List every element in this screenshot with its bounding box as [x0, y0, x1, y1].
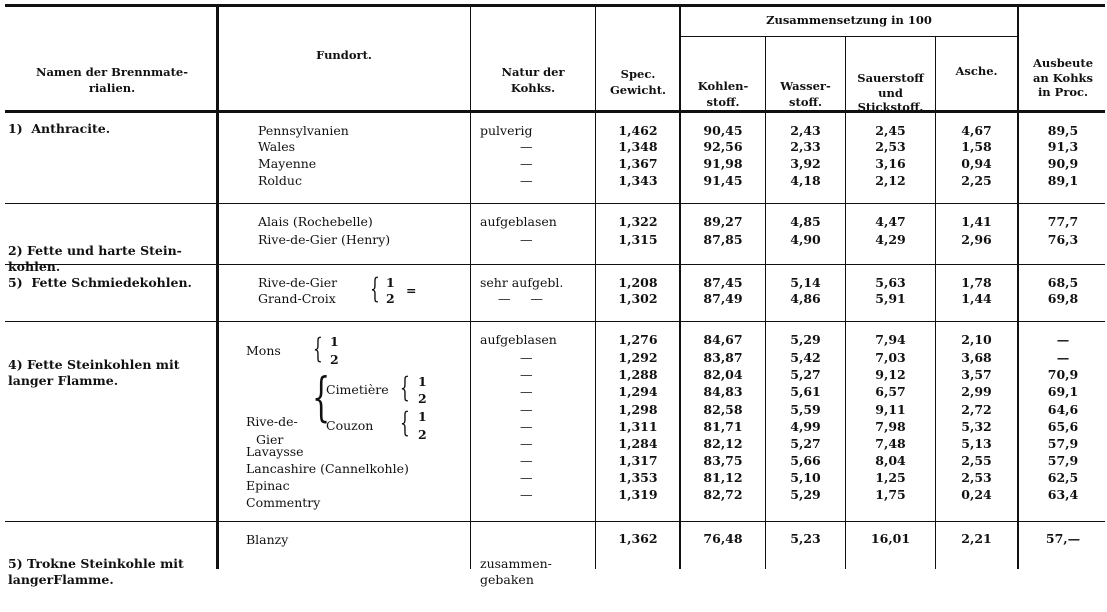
- natur-aufgeblasen: aufgeblasen: [480, 214, 557, 229]
- cell-wasser-g4-r6: 4,99: [790, 419, 821, 434]
- cell-sauer-g4-r1: 7,94: [875, 332, 906, 347]
- cell-sauer-g3-r1: 5,63: [875, 275, 906, 290]
- natur-pulverig: pulverig: [480, 123, 533, 138]
- cell-asche-g4-r2: 3,68: [961, 350, 992, 365]
- col-rule-3: [595, 7, 596, 569]
- cell-asche-g4-r5: 2,72: [961, 402, 992, 417]
- natur-dash-g1-r4: —: [520, 173, 533, 188]
- cell-spec-g2-r1: 1,322: [618, 214, 658, 229]
- header-zusammensetzung: Zusammensetzung in 100: [766, 13, 932, 27]
- mons-mark-1: 1: [330, 334, 339, 349]
- cell-wasser-g3-r2: 4,86: [790, 291, 821, 306]
- cell-kohlen-g4-r1: 84,67: [703, 332, 743, 347]
- cell-kohlen-g1-r1: 90,45: [703, 123, 743, 138]
- cell-spec-g3-r2: 1,302: [618, 291, 658, 306]
- cell-wasser-g4-r4: 5,61: [790, 384, 821, 399]
- cell-wasser-g4-r5: 5,59: [790, 402, 821, 417]
- cell-kohlen-g4-r5: 82,58: [703, 402, 743, 417]
- cell-ausbeute-g2-r1: 77,7: [1047, 214, 1079, 229]
- cell-ausbeute-g1-r4: 89,1: [1047, 173, 1079, 188]
- cell-sauer-g4-r3: 9,12: [875, 367, 906, 382]
- cell-wasser-g3-r1: 5,14: [790, 275, 821, 290]
- place-wales: Wales: [258, 139, 296, 154]
- cell-kohlen-g3-r1: 87,45: [703, 275, 743, 290]
- cell-sauer-g5-r1: 16,01: [870, 531, 911, 546]
- cell-ausbeute-g1-r1: 89,5: [1047, 123, 1079, 138]
- cell-asche-g3-r1: 1,78: [961, 275, 992, 290]
- cell-kohlen-g4-r8: 83,75: [703, 453, 743, 468]
- place-mayenne: Mayenne: [258, 156, 317, 171]
- group-1-name: 1) Anthracite.: [8, 121, 111, 136]
- cell-sauer-g1-r1: 2,45: [875, 123, 906, 138]
- cell-kohlen-g4-r6: 81,71: [703, 419, 743, 434]
- cell-ausbeute-g4-r8: 57,9: [1047, 453, 1079, 468]
- brace-icon: {: [400, 371, 410, 404]
- cell-sauer-g4-r9: 1,25: [875, 470, 906, 485]
- cell-spec-g5-r1: 1,362: [618, 531, 658, 546]
- cell-spec-g4-r9: 1,353: [618, 470, 658, 485]
- cell-sauer-g4-r4: 6,57: [875, 384, 906, 399]
- cell-kohlen-g2-r2: 87,85: [703, 232, 743, 247]
- cell-ausbeute-g3-r2: 69,8: [1047, 291, 1079, 306]
- equals-mark: =: [406, 283, 417, 298]
- natur-dash-g4-r3: —: [520, 367, 533, 382]
- top-rule: [5, 4, 1105, 7]
- sub-mark-2: 2: [418, 391, 427, 406]
- mons-mark-2: 2: [330, 352, 339, 367]
- cell-kohlen-g1-r2: 92,56: [703, 139, 743, 154]
- cell-wasser-g2-r1: 4,85: [790, 214, 821, 229]
- header-natur: Natur der Kohks.: [501, 65, 565, 95]
- sub-mark-4: 2: [418, 427, 427, 442]
- header-asche: Asche.: [955, 64, 998, 78]
- cell-asche-g4-r7: 5,13: [961, 436, 992, 451]
- cell-sauer-g2-r2: 4,29: [875, 232, 906, 247]
- cell-asche-g4-r4: 2,99: [961, 384, 992, 399]
- cell-asche-g2-r2: 2,96: [961, 232, 992, 247]
- place-alais: Alais (Rochebelle): [258, 214, 373, 229]
- brace-icon: {: [313, 332, 323, 365]
- cell-kohlen-g1-r3: 91,98: [703, 156, 743, 171]
- natur-dash-g1-r3: —: [520, 156, 533, 171]
- cell-asche-g4-r3: 3,57: [961, 367, 992, 382]
- cell-ausbeute-g2-r2: 76,3: [1047, 232, 1079, 247]
- cell-ausbeute-g4-r9: 62,5: [1047, 470, 1079, 485]
- cell-kohlen-g2-r1: 89,27: [703, 214, 743, 229]
- cell-wasser-g4-r9: 5,10: [790, 470, 821, 485]
- place-lavaysse: Lavaysse: [246, 444, 304, 459]
- sub-mark-1: 1: [418, 374, 427, 389]
- cell-asche-g4-r8: 2,55: [961, 453, 992, 468]
- natur-sehr-aufgebl: sehr aufgebl.: [480, 275, 564, 290]
- cell-kohlen-g3-r2: 87,49: [703, 291, 743, 306]
- cell-spec-g4-r3: 1,288: [618, 367, 658, 382]
- cell-spec-g4-r2: 1,292: [618, 350, 658, 365]
- cell-wasser-g4-r1: 5,29: [790, 332, 821, 347]
- sub-mark-3: 1: [418, 409, 427, 424]
- cell-asche-g2-r1: 1,41: [961, 214, 992, 229]
- cell-asche-g1-r1: 4,67: [961, 123, 992, 138]
- cell-sauer-g1-r2: 2,53: [875, 139, 906, 154]
- header-ausbeute: Ausbeute an Kohks in Proc.: [1032, 56, 1094, 99]
- cell-spec-g4-r8: 1,317: [618, 453, 658, 468]
- cell-spec-g2-r2: 1,315: [618, 232, 658, 247]
- natur-dash-g4-r7: —: [520, 436, 533, 451]
- header-sauerstoff: Sauerstoff und Stickstoff.: [857, 71, 924, 114]
- cell-ausbeute-g4-r7: 57,9: [1047, 436, 1079, 451]
- natur-aufgeblasen-2: aufgeblasen: [480, 332, 557, 347]
- cell-asche-g1-r4: 2,25: [961, 173, 992, 188]
- cell-spec-g1-r3: 1,367: [618, 156, 658, 171]
- brace-icon: {: [400, 406, 410, 439]
- place-rive-de-gier-group: Rive-de- Gier: [246, 414, 298, 447]
- cell-kohlen-g4-r7: 82,12: [703, 436, 743, 451]
- cell-wasser-g4-r8: 5,66: [790, 453, 821, 468]
- cell-spec-g1-r2: 1,348: [618, 139, 658, 154]
- header-kohlenstoff: Kohlen- stoff.: [697, 79, 749, 109]
- cell-sauer-g1-r3: 3,16: [875, 156, 906, 171]
- cell-asche-g4-r9: 2,53: [961, 470, 992, 485]
- cell-spec-g4-r4: 1,294: [618, 384, 658, 399]
- cell-wasser-g1-r2: 2,33: [790, 139, 821, 154]
- natur-dash-g1-r2: —: [520, 139, 533, 154]
- place-grand-croix: Grand-Croix: [258, 291, 336, 306]
- place-cimetiere: Cimetière: [326, 382, 389, 397]
- cell-spec-g4-r1: 1,276: [618, 332, 658, 347]
- natur-dash-g2-r2: —: [520, 232, 533, 247]
- cell-ausbeute-g4-r2: —: [1056, 350, 1070, 365]
- natur-dash-g4-r6: —: [520, 419, 533, 434]
- cell-wasser-g1-r4: 4,18: [790, 173, 821, 188]
- cell-wasser-g4-r7: 5,27: [790, 436, 821, 451]
- group3-divider: [5, 321, 1105, 322]
- header-name: Namen der Brennmate- rialien.: [35, 65, 189, 95]
- natur-dash-g4-r4: —: [520, 384, 533, 399]
- cell-asche-g4-r6: 5,32: [961, 419, 992, 434]
- cell-asche-g5-r1: 2,21: [961, 531, 992, 546]
- cell-kohlen-g4-r2: 83,87: [703, 350, 743, 365]
- cell-ausbeute-g4-r10: 63,4: [1047, 487, 1079, 502]
- header-fundort: Fundort.: [316, 48, 372, 62]
- cell-spec-g4-r5: 1,298: [618, 402, 658, 417]
- cell-spec-g4-r7: 1,284: [618, 436, 658, 451]
- cell-wasser-g4-r10: 5,29: [790, 487, 821, 502]
- cell-sauer-g2-r1: 4,47: [875, 214, 906, 229]
- cell-ausbeute-g4-r4: 69,1: [1047, 384, 1079, 399]
- cell-sauer-g4-r7: 7,48: [875, 436, 906, 451]
- cell-spec-g1-r1: 1,462: [618, 123, 658, 138]
- cell-sauer-g3-r2: 5,91: [875, 291, 906, 306]
- cell-asche-g3-r2: 1,44: [961, 291, 992, 306]
- cell-ausbeute-g1-r2: 91,3: [1047, 139, 1079, 154]
- cell-sauer-g4-r2: 7,03: [875, 350, 906, 365]
- natur-dash-g4-r9: —: [520, 470, 533, 485]
- cell-ausbeute-g3-r1: 68,5: [1047, 275, 1079, 290]
- group-5-name: 5) Trokne Steinkohle mit langerFlamme.: [8, 556, 184, 587]
- place-pennsylvanien: Pennsylvanien: [258, 123, 349, 138]
- cell-ausbeute-g4-r6: 65,6: [1047, 419, 1079, 434]
- cell-wasser-g5-r1: 5,23: [790, 531, 821, 546]
- cell-spec-g4-r6: 1,311: [618, 419, 658, 434]
- group1-divider: [5, 203, 1105, 204]
- cell-kohlen-g4-r9: 81,12: [703, 470, 743, 485]
- zusammen-underline: [680, 36, 1018, 37]
- cell-asche-g1-r3: 0,94: [961, 156, 992, 171]
- col-rule-1: [216, 7, 219, 569]
- place-rive-de-gier-henry: Rive-de-Gier (Henry): [258, 232, 391, 247]
- cell-wasser-g4-r2: 5,42: [790, 350, 821, 365]
- cell-spec-g3-r1: 1,208: [618, 275, 658, 290]
- header-wasserstoff: Wasser- stoff.: [780, 79, 831, 109]
- mark-1: 1: [386, 275, 395, 290]
- brace-icon: {: [370, 272, 380, 305]
- place-mons: Mons: [246, 343, 281, 358]
- cell-asche-g1-r2: 1,58: [961, 139, 992, 154]
- header-spec: Spec. Gewicht.: [609, 67, 667, 97]
- natur-zusammengebaken: zusammen- gebaken: [480, 556, 552, 587]
- cell-kohlen-g1-r4: 91,45: [703, 173, 743, 188]
- cell-spec-g4-r10: 1,319: [618, 487, 658, 502]
- cell-asche-g4-r10: 0,24: [961, 487, 992, 502]
- cell-wasser-g1-r1: 2,43: [790, 123, 821, 138]
- cell-kohlen-g4-r4: 84,83: [703, 384, 743, 399]
- cell-ausbeute-g4-r3: 70,9: [1047, 367, 1079, 382]
- place-blanzy: Blanzy: [246, 532, 289, 547]
- group-3-name: 5) Fette Schmiedekohlen.: [8, 275, 192, 290]
- natur-dash-g4-r2: —: [520, 350, 533, 365]
- cell-ausbeute-g4-r5: 64,6: [1047, 402, 1079, 417]
- cell-sauer-g4-r5: 9,11: [875, 402, 906, 417]
- place-couzon: Couzon: [326, 418, 374, 433]
- place-rive-de-gier: Rive-de-Gier: [258, 275, 338, 290]
- group4-divider: [5, 521, 1105, 522]
- cell-sauer-g4-r10: 1,75: [875, 487, 906, 502]
- cell-ausbeute-g5-r1: 57,—: [1045, 531, 1081, 546]
- cell-asche-g4-r1: 2,10: [961, 332, 992, 347]
- place-rolduc: Rolduc: [258, 173, 302, 188]
- cell-kohlen-g5-r1: 76,48: [703, 531, 743, 546]
- brace-icon: {: [312, 368, 331, 428]
- cell-ausbeute-g4-r1: —: [1056, 332, 1070, 347]
- group-4-name: 4) Fette Steinkohlen mit langer Flamme.: [8, 357, 180, 388]
- mark-2: 2: [386, 291, 395, 306]
- cell-sauer-g4-r6: 7,98: [875, 419, 906, 434]
- group-2-name: 2) Fette und harte Stein- kohlen.: [8, 243, 182, 274]
- cell-sauer-g1-r4: 2,12: [875, 173, 906, 188]
- cell-wasser-g1-r3: 3,92: [790, 156, 821, 171]
- natur-dash-g4-r10: —: [520, 487, 533, 502]
- cell-kohlen-g4-r3: 82,04: [703, 367, 743, 382]
- cell-sauer-g4-r8: 8,04: [875, 453, 906, 468]
- cell-spec-g1-r4: 1,343: [618, 173, 658, 188]
- cell-wasser-g4-r3: 5,27: [790, 367, 821, 382]
- place-epinac: Epinac: [246, 478, 290, 493]
- cell-kohlen-g4-r10: 82,72: [703, 487, 743, 502]
- col-rule-2: [470, 7, 471, 569]
- natur-dash-g4-r8: —: [520, 453, 533, 468]
- place-lancashire: Lancashire (Cannelkohle): [246, 461, 409, 476]
- cell-wasser-g2-r2: 4,90: [790, 232, 821, 247]
- place-commentry: Commentry: [246, 495, 321, 510]
- natur-dash-pair: — —: [498, 291, 543, 306]
- cell-ausbeute-g1-r3: 90,9: [1047, 156, 1079, 171]
- natur-dash-g4-r5: —: [520, 402, 533, 417]
